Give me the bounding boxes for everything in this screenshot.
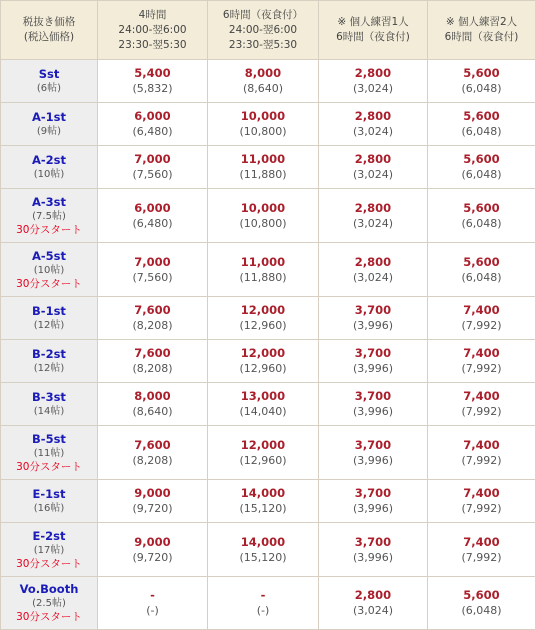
header-price-type (1, 1, 98, 60)
header-4h (98, 1, 208, 60)
price-6h: 10,000 (208, 201, 318, 216)
table-row (1, 60, 535, 103)
room-cell (1, 523, 98, 577)
price-6h-tax-incl: (10,800) (208, 216, 318, 231)
price-6h-tax-incl: (14,040) (208, 404, 318, 419)
price-4h: 7,600 (98, 438, 207, 453)
price-4h-tax-incl: (8,208) (98, 318, 207, 333)
price-4h-cell (98, 480, 208, 523)
room-name: B-1st (1, 304, 97, 319)
price-solo-2-tax-incl: (6,048) (428, 81, 535, 96)
price-6h-tax-incl: (-) (208, 603, 318, 618)
price-6h-tax-incl: (11,880) (208, 270, 318, 285)
price-4h-tax-incl: (-) (98, 603, 207, 618)
price-4h-cell (98, 243, 208, 297)
price-solo-2: 5,600 (428, 255, 535, 270)
room-cell (1, 297, 98, 340)
price-solo-1: 3,700 (319, 346, 427, 361)
price-solo-1: 3,700 (319, 438, 427, 453)
price-solo-2: 7,400 (428, 486, 535, 501)
price-solo-1-tax-incl: (3,996) (319, 501, 427, 516)
price-6h-cell (208, 383, 319, 426)
price-solo-1-cell (319, 60, 428, 103)
room-name: B-3st (1, 390, 97, 405)
price-solo-2: 7,400 (428, 303, 535, 318)
price-solo-2-tax-incl: (6,048) (428, 167, 535, 182)
start-note: 30分スタート (1, 277, 97, 291)
price-solo-2: 7,400 (428, 535, 535, 550)
header-line: 6時間（夜食付） (208, 8, 318, 23)
price-4h-tax-incl: (6,480) (98, 124, 207, 139)
price-solo-1-tax-incl: (3,024) (319, 216, 427, 231)
price-4h: 9,000 (98, 486, 207, 501)
price-solo-2: 5,600 (428, 66, 535, 81)
price-solo-1-cell (319, 577, 428, 630)
header-solo-2 (428, 1, 535, 60)
price-6h-tax-incl: (12,960) (208, 318, 318, 333)
room-name: B-5st (1, 432, 97, 447)
price-solo-1-tax-incl: (3,996) (319, 318, 427, 333)
start-note: 30分スタート (1, 557, 97, 571)
price-4h-cell (98, 146, 208, 189)
price-6h-cell (208, 340, 319, 383)
header-line: 6時間（夜食付) (319, 30, 427, 45)
price-solo-1: 3,700 (319, 389, 427, 404)
price-solo-2-tax-incl: (6,048) (428, 124, 535, 139)
price-4h-cell (98, 426, 208, 480)
price-6h: 14,000 (208, 486, 318, 501)
price-solo-2-tax-incl: (6,048) (428, 603, 535, 618)
price-6h-cell (208, 480, 319, 523)
table-row (1, 340, 535, 383)
price-solo-2-cell (428, 523, 535, 577)
price-4h-cell (98, 523, 208, 577)
table-row (1, 383, 535, 426)
price-4h-tax-incl: (7,560) (98, 167, 207, 182)
price-solo-2: 5,600 (428, 201, 535, 216)
price-4h: 7,000 (98, 255, 207, 270)
price-solo-1-cell (319, 480, 428, 523)
price-4h-cell (98, 340, 208, 383)
room-name: B-2st (1, 347, 97, 362)
table-row (1, 103, 535, 146)
price-6h-tax-incl: (12,960) (208, 361, 318, 376)
price-solo-2-cell (428, 383, 535, 426)
price-4h-tax-incl: (8,208) (98, 361, 207, 376)
price-solo-2-tax-incl: (7,992) (428, 501, 535, 516)
price-4h-cell (98, 189, 208, 243)
price-solo-2-cell (428, 189, 535, 243)
price-6h-cell (208, 189, 319, 243)
price-6h: 11,000 (208, 255, 318, 270)
price-solo-1-cell (319, 146, 428, 189)
price-6h-tax-incl: (10,800) (208, 124, 318, 139)
price-4h: 6,000 (98, 201, 207, 216)
price-4h-tax-incl: (8,640) (98, 404, 207, 419)
price-solo-2-cell (428, 480, 535, 523)
price-6h-tax-incl: (12,960) (208, 453, 318, 468)
price-6h-cell (208, 243, 319, 297)
price-4h-cell (98, 577, 208, 630)
header-solo-1 (319, 1, 428, 60)
room-cell (1, 103, 98, 146)
header-line: ※ 個人練習2人 (428, 15, 535, 30)
price-solo-1: 2,800 (319, 201, 427, 216)
price-6h: 12,000 (208, 346, 318, 361)
price-4h: 7,600 (98, 303, 207, 318)
price-solo-1-tax-incl: (3,024) (319, 124, 427, 139)
room-name: A-2st (1, 153, 97, 168)
price-solo-2: 7,400 (428, 438, 535, 453)
price-solo-1-cell (319, 243, 428, 297)
room-cell (1, 189, 98, 243)
price-solo-2-cell (428, 103, 535, 146)
price-solo-2: 7,400 (428, 346, 535, 361)
price-solo-2-cell (428, 577, 535, 630)
price-solo-2-tax-incl: (7,992) (428, 361, 535, 376)
price-solo-2-tax-incl: (7,992) (428, 404, 535, 419)
price-4h: 6,000 (98, 109, 207, 124)
price-4h-cell (98, 103, 208, 146)
price-solo-2-cell (428, 146, 535, 189)
price-solo-2-cell (428, 243, 535, 297)
price-solo-1-tax-incl: (3,024) (319, 603, 427, 618)
room-name: A-5st (1, 249, 97, 264)
price-solo-2: 7,400 (428, 389, 535, 404)
price-6h-cell (208, 103, 319, 146)
price-solo-1-cell (319, 340, 428, 383)
price-solo-1-tax-incl: (3,996) (319, 404, 427, 419)
start-note: 30分スタート (1, 460, 97, 474)
price-4h-cell (98, 383, 208, 426)
price-4h: 7,000 (98, 152, 207, 167)
room-name: E-1st (1, 487, 97, 502)
room-name: A-3st (1, 195, 97, 210)
table-row (1, 189, 535, 243)
price-solo-1-cell (319, 426, 428, 480)
room-cell (1, 383, 98, 426)
header-line: 24:00-翌6:00 (98, 23, 207, 38)
price-6h-cell (208, 146, 319, 189)
room-size: (11帖) (1, 447, 97, 460)
price-solo-1-cell (319, 523, 428, 577)
price-6h-tax-incl: (15,120) (208, 550, 318, 565)
header-row (1, 1, 535, 60)
price-6h-cell (208, 577, 319, 630)
price-6h-tax-incl: (11,880) (208, 167, 318, 182)
room-size: (7.5帖) (1, 210, 97, 223)
room-cell (1, 146, 98, 189)
price-solo-1: 2,800 (319, 152, 427, 167)
price-6h-cell (208, 297, 319, 340)
room-name: A-1st (1, 110, 97, 125)
room-size: (6帖) (1, 82, 97, 95)
header-line: 23:30-翌5:30 (98, 38, 207, 53)
price-4h: 7,600 (98, 346, 207, 361)
price-solo-1-tax-incl: (3,024) (319, 81, 427, 96)
price-6h-cell (208, 426, 319, 480)
price-solo-1: 3,700 (319, 486, 427, 501)
price-solo-2-tax-incl: (6,048) (428, 270, 535, 285)
table-row (1, 146, 535, 189)
room-size: (9帖) (1, 125, 97, 138)
price-4h-tax-incl: (8,208) (98, 453, 207, 468)
price-4h-tax-incl: (5,832) (98, 81, 207, 96)
price-solo-1-tax-incl: (3,996) (319, 361, 427, 376)
price-solo-1-tax-incl: (3,996) (319, 453, 427, 468)
room-name: Vo.Booth (1, 582, 97, 597)
header-line: 6時間（夜食付) (428, 30, 535, 45)
price-solo-1-tax-incl: (3,996) (319, 550, 427, 565)
price-solo-2: 5,600 (428, 109, 535, 124)
room-cell (1, 577, 98, 630)
price-solo-1-cell (319, 103, 428, 146)
header-line: 4時間 (98, 8, 207, 23)
price-4h-tax-incl: (9,720) (98, 550, 207, 565)
room-name: Sst (1, 67, 97, 82)
room-cell (1, 480, 98, 523)
price-4h-tax-incl: (6,480) (98, 216, 207, 231)
table-row (1, 426, 535, 480)
price-solo-2-tax-incl: (7,992) (428, 453, 535, 468)
header-line: 税抜き価格 (1, 15, 97, 30)
price-solo-1-cell (319, 189, 428, 243)
price-6h-tax-incl: (8,640) (208, 81, 318, 96)
price-4h-tax-incl: (9,720) (98, 501, 207, 516)
header-line: ※ 個人練習1人 (319, 15, 427, 30)
table-row (1, 523, 535, 577)
price-6h: - (208, 588, 318, 603)
room-size: (10帖) (1, 168, 97, 181)
price-6h: 12,000 (208, 303, 318, 318)
price-6h-cell (208, 60, 319, 103)
price-solo-1: 2,800 (319, 109, 427, 124)
room-size: (12帖) (1, 362, 97, 375)
price-solo-2-cell (428, 297, 535, 340)
price-6h: 8,000 (208, 66, 318, 81)
room-size: (12帖) (1, 319, 97, 332)
header-6h (208, 1, 319, 60)
price-solo-2-cell (428, 60, 535, 103)
price-solo-1: 3,700 (319, 303, 427, 318)
header-line: 24:00-翌6:00 (208, 23, 318, 38)
price-4h: - (98, 588, 207, 603)
room-name: E-2st (1, 529, 97, 544)
room-size: (2.5帖) (1, 597, 97, 610)
price-solo-2-cell (428, 426, 535, 480)
start-note: 30分スタート (1, 610, 97, 624)
price-solo-1-tax-incl: (3,024) (319, 167, 427, 182)
price-solo-2-cell (428, 340, 535, 383)
price-solo-1-cell (319, 383, 428, 426)
price-6h-tax-incl: (15,120) (208, 501, 318, 516)
room-size: (17帖) (1, 544, 97, 557)
room-cell (1, 243, 98, 297)
price-6h: 13,000 (208, 389, 318, 404)
price-6h: 14,000 (208, 535, 318, 550)
price-6h: 12,000 (208, 438, 318, 453)
price-6h-cell (208, 523, 319, 577)
header-line: 23:30-翌5:30 (208, 38, 318, 53)
price-6h: 11,000 (208, 152, 318, 167)
price-4h-cell (98, 60, 208, 103)
room-cell (1, 340, 98, 383)
room-cell (1, 60, 98, 103)
start-note: 30分スタート (1, 223, 97, 237)
table-row (1, 480, 535, 523)
price-solo-2: 5,600 (428, 152, 535, 167)
price-4h-tax-incl: (7,560) (98, 270, 207, 285)
price-6h: 10,000 (208, 109, 318, 124)
price-4h: 8,000 (98, 389, 207, 404)
price-solo-1: 3,700 (319, 535, 427, 550)
room-cell (1, 426, 98, 480)
price-4h: 5,400 (98, 66, 207, 81)
price-solo-1-cell (319, 297, 428, 340)
price-solo-1: 2,800 (319, 66, 427, 81)
price-solo-2-tax-incl: (7,992) (428, 318, 535, 333)
price-solo-1: 2,800 (319, 255, 427, 270)
price-solo-2-tax-incl: (7,992) (428, 550, 535, 565)
price-solo-1-tax-incl: (3,024) (319, 270, 427, 285)
room-size: (16帖) (1, 502, 97, 515)
room-size: (14帖) (1, 405, 97, 418)
price-4h-cell (98, 297, 208, 340)
room-size: (10帖) (1, 264, 97, 277)
table-row (1, 297, 535, 340)
table-row (1, 577, 535, 630)
table-row (1, 243, 535, 297)
price-solo-2: 5,600 (428, 588, 535, 603)
price-solo-2-tax-incl: (6,048) (428, 216, 535, 231)
header-line: (税込価格) (1, 30, 97, 45)
price-solo-1: 2,800 (319, 588, 427, 603)
price-4h: 9,000 (98, 535, 207, 550)
